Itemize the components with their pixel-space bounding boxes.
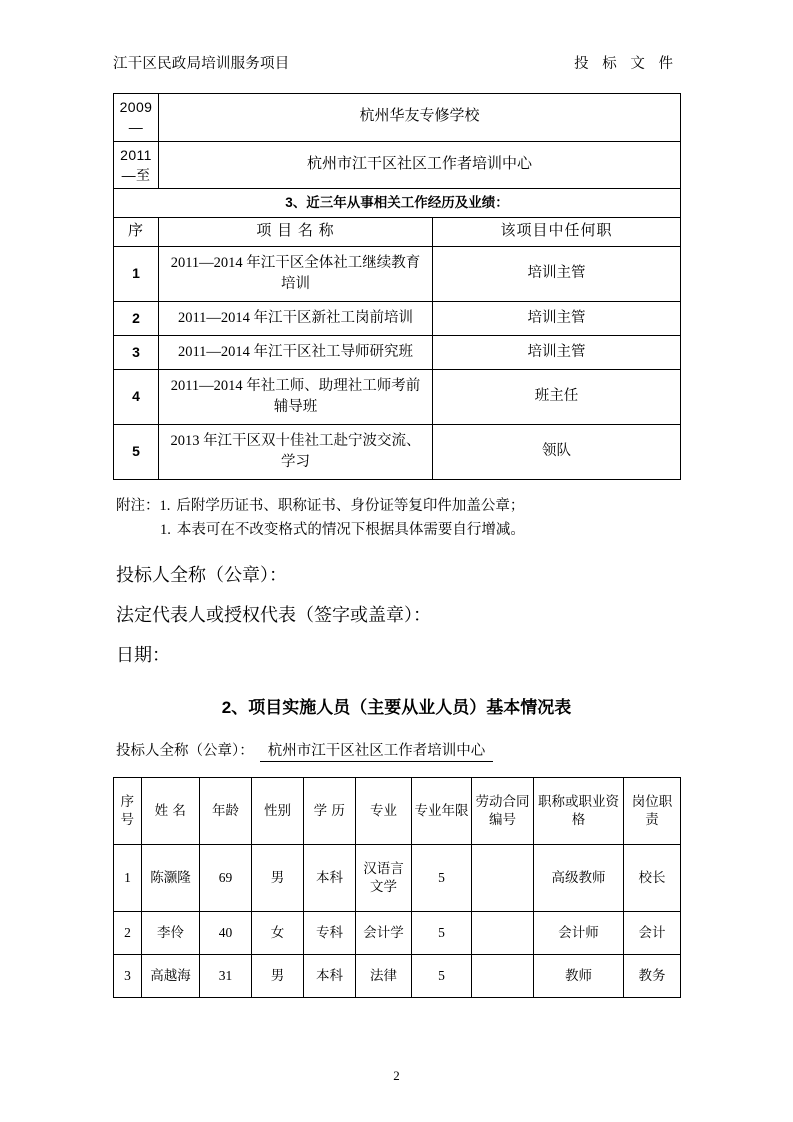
person-contract-no (472, 845, 534, 912)
person-title: 教师 (534, 955, 624, 998)
experience-section-title-text: 3、近三年从事相关工作经历及业绩： (285, 195, 509, 211)
project-name: 2011—2014 年江干区全体社工继续教育培训 (159, 246, 433, 301)
document-running-header (113, 56, 680, 73)
table-row (114, 845, 681, 912)
signature-bidder-name: 投标人全称（公章）： (116, 565, 287, 585)
period-cell-1: 2009— (114, 94, 159, 142)
column-header-index: 序 (114, 217, 159, 246)
section-2-heading: 2、项目实施人员（主要从业人员）基本情况表 (221, 698, 572, 717)
note-item (116, 519, 525, 543)
row-index: 1 (114, 845, 142, 912)
organization-cell-2: 杭州市江干区社区工作者培训中心 (159, 141, 681, 189)
person-major: 会计学 (356, 912, 412, 955)
person-major: 法律 (356, 955, 412, 998)
person-gender: 男 (252, 845, 304, 912)
person-years: 5 (412, 845, 472, 912)
row-index: 4 (114, 369, 159, 424)
notes-block (116, 495, 525, 543)
note-marker: 1. (160, 521, 171, 538)
signature-date: 日期： (116, 645, 170, 665)
bidder-name-line (116, 739, 493, 762)
row-index: 1 (114, 246, 159, 301)
person-age: 69 (200, 845, 252, 912)
project-name: 2013 年江干区双十佳社工赴宁波交流、学习 (159, 424, 433, 479)
project-role: 培训主管 (433, 246, 681, 301)
table-row (114, 424, 681, 479)
header-document-type: 投 标 文 件 (574, 56, 678, 72)
person-education: 专科 (304, 912, 356, 955)
person-years: 5 (412, 912, 472, 955)
person-name: 高越海 (142, 955, 200, 998)
person-name: 陈灏隆 (142, 845, 200, 912)
project-name: 2011—2014 年江干区社工导师研究班 (159, 335, 433, 369)
person-age: 40 (200, 912, 252, 955)
header-project-title: 江干区民政局培训服务项目 (113, 56, 290, 72)
column-header-role: 该项目中任何职 (433, 217, 681, 246)
table-header-row (114, 778, 681, 845)
project-role: 班主任 (433, 369, 681, 424)
personnel-table (113, 777, 681, 998)
period-cell-2: 2011—至 (114, 141, 159, 189)
column-header-title: 职称或职业资格 (534, 778, 624, 845)
table-row (114, 141, 681, 189)
column-header-project: 项 目 名 称 (159, 217, 433, 246)
table-row (114, 301, 681, 335)
person-name: 李伶 (142, 912, 200, 955)
column-header-contract-no: 劳动合同编号 (472, 778, 534, 845)
person-contract-no (472, 912, 534, 955)
note-marker: 1. (159, 498, 171, 514)
person-gender: 男 (252, 955, 304, 998)
person-title: 高级教师 (534, 845, 624, 912)
row-index: 3 (114, 955, 142, 998)
project-name: 2011—2014 年社工师、助理社工师考前辅导班 (159, 369, 433, 424)
table-row (114, 912, 681, 955)
column-header-duty: 岗位职责 (624, 778, 681, 845)
person-contract-no (472, 955, 534, 998)
table-row (114, 189, 681, 218)
person-education: 本科 (304, 845, 356, 912)
page-number: 2 (393, 1068, 400, 1083)
person-duty: 教务 (624, 955, 681, 998)
row-index: 2 (114, 912, 142, 955)
column-header-name: 姓 名 (142, 778, 200, 845)
project-name: 2011—2014 年江干区新社工岗前培训 (159, 301, 433, 335)
row-index: 3 (114, 335, 159, 369)
notes-label: 附注： (116, 498, 160, 514)
column-header-age: 年龄 (200, 778, 252, 845)
experience-section-title (114, 189, 681, 218)
row-index: 5 (114, 424, 159, 479)
person-major: 汉语言文学 (356, 845, 412, 912)
signature-legal-representative: 法定代表人或授权代表（签字或盖章）： (116, 605, 431, 625)
person-education: 本科 (304, 955, 356, 998)
person-duty: 校长 (624, 845, 681, 912)
person-years: 5 (412, 955, 472, 998)
person-title: 会计师 (534, 912, 624, 955)
table-row (114, 335, 681, 369)
column-header-index: 序号 (114, 778, 142, 845)
person-gender: 女 (252, 912, 304, 955)
bidder-name-value: 杭州市江干区社区工作者培训中心 (260, 739, 494, 762)
table-row (114, 369, 681, 424)
note-text: 后附学历证书、职称证书、身份证等复印件加盖公章； (176, 498, 525, 514)
column-header-gender: 性别 (252, 778, 304, 845)
project-role: 培训主管 (433, 335, 681, 369)
experience-table (113, 93, 681, 480)
bidder-name-label: 投标人全称（公章）： (116, 743, 254, 759)
note-text: 本表可在不改变格式的情况下根据具体需要自行增减。 (176, 521, 525, 538)
person-duty: 会计 (624, 912, 681, 955)
person-age: 31 (200, 955, 252, 998)
organization-cell-1: 杭州华友专修学校 (159, 94, 681, 142)
column-header-years: 专业年限 (412, 778, 472, 845)
table-row (114, 955, 681, 998)
project-role: 培训主管 (433, 301, 681, 335)
table-row (114, 94, 681, 142)
row-index: 2 (114, 301, 159, 335)
table-row (114, 246, 681, 301)
column-header-major: 专业 (356, 778, 412, 845)
column-header-education: 学 历 (304, 778, 356, 845)
table-header-row (114, 217, 681, 246)
project-role: 领队 (433, 424, 681, 479)
signature-block (116, 566, 431, 686)
note-item (116, 495, 525, 519)
